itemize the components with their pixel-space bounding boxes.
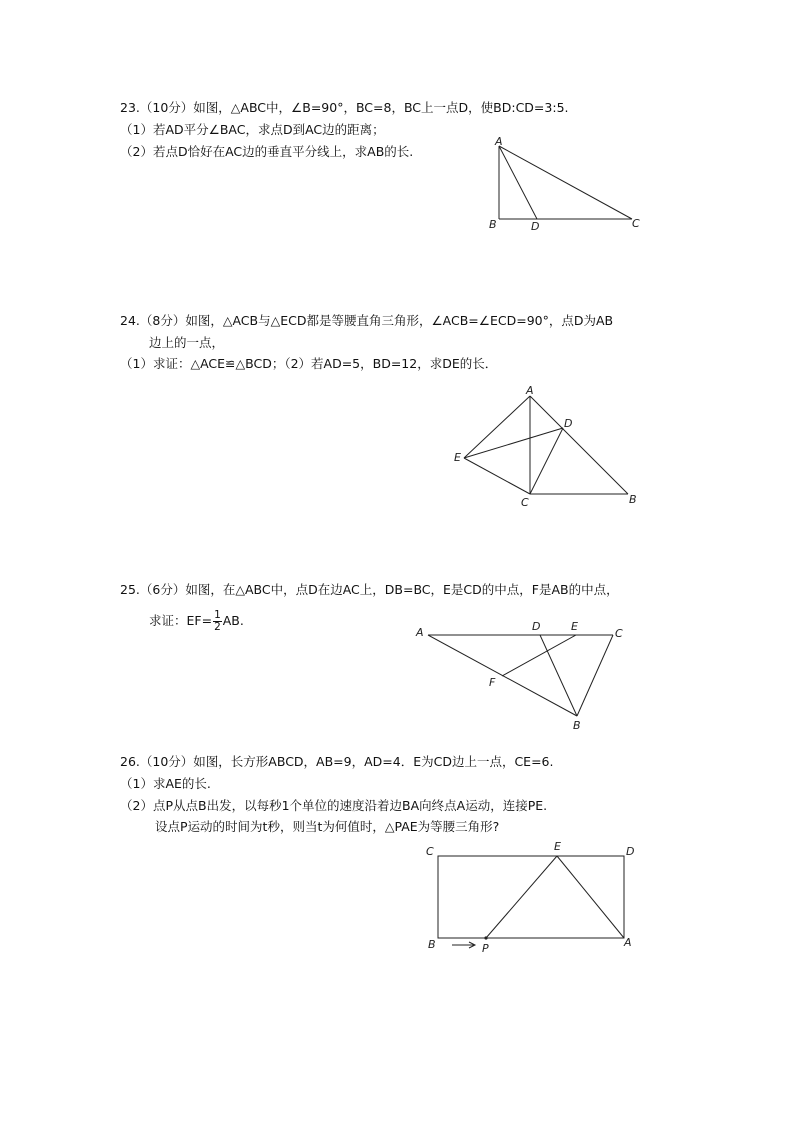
problem-25-statement: 25.（6分）如图，在△ABC中，点D在边AC上，DB=BC，E是CD的中点，F是AB的中点， bbox=[120, 582, 619, 597]
problem-24-parts: （1）求证：△ACE≌△BCD；（2）若AD=5，BD=12，求DE的长． bbox=[120, 356, 498, 371]
label-24-A: A bbox=[526, 384, 534, 397]
problem-26-part-2: （2）点P从点B出发，以每秒1个单位的速度沿着边BA向终点A运动，连接PE. bbox=[120, 798, 548, 813]
proof-prefix: 求证：EF= bbox=[149, 613, 213, 628]
label-24-C: C bbox=[521, 496, 529, 509]
figure-25-triangle-midpoints bbox=[410, 618, 635, 733]
proof-suffix: AB. bbox=[222, 613, 244, 628]
label-23-B: B bbox=[489, 218, 497, 231]
problem-26-part-1: （1）求AE的长. bbox=[120, 776, 211, 791]
fraction-one-half bbox=[213, 610, 222, 633]
problem-26-statement: 26.（10分）如图，长方形ABCD，AB=9，AD=4．E为CD边上一点，CE=6. bbox=[120, 754, 554, 769]
problem-24-statement: 24.（8分）如图，△ACB与△ECD都是等腰直角三角形，∠ACB=∠ECD=90°，点D为AB bbox=[120, 313, 614, 328]
label-25-A: A bbox=[416, 626, 424, 639]
problem-26-part-2-cont: 设点P运动的时间为t秒，则当t为何值时，△PAE为等腰三角形? bbox=[155, 819, 500, 834]
label-25-F: F bbox=[489, 676, 496, 689]
problem-23-part-1: （1）若AD平分∠BAC，求点D到AC边的距离； bbox=[120, 122, 385, 137]
label-25-D: D bbox=[532, 620, 541, 633]
label-23-A: A bbox=[495, 135, 503, 148]
figure-23-right-triangle bbox=[480, 132, 650, 237]
figure-24-isosceles-right-triangles bbox=[450, 384, 645, 512]
label-23-C: C bbox=[632, 217, 640, 230]
label-24-D: D bbox=[564, 417, 573, 430]
label-26-P: P bbox=[482, 942, 489, 955]
problem-25-proof bbox=[149, 610, 244, 633]
label-23-D: D bbox=[531, 220, 540, 233]
label-24-E: E bbox=[454, 451, 461, 464]
problem-23-part-2: （2）若点D恰好在AC边的垂直平分线上，求AB的长. bbox=[120, 144, 414, 159]
label-25-B: B bbox=[573, 719, 581, 732]
label-26-C: C bbox=[426, 845, 434, 858]
label-26-A: A bbox=[624, 936, 632, 949]
figure-26-rectangle bbox=[420, 838, 645, 958]
label-26-E: E bbox=[554, 840, 561, 853]
fraction-numerator: 1 bbox=[214, 609, 221, 621]
label-26-D: D bbox=[626, 845, 635, 858]
fraction-denominator: 2 bbox=[214, 621, 221, 633]
label-25-E: E bbox=[571, 620, 578, 633]
problem-23-statement: 23.（10分）如图，△ABC中，∠B=90°，BC=8，BC上一点D，使BD:CD=3:5. bbox=[120, 100, 569, 115]
label-26-B: B bbox=[428, 938, 436, 951]
label-25-C: C bbox=[615, 627, 623, 640]
label-24-B: B bbox=[629, 493, 637, 506]
problem-24-statement-cont: 边上的一点， bbox=[149, 335, 225, 350]
